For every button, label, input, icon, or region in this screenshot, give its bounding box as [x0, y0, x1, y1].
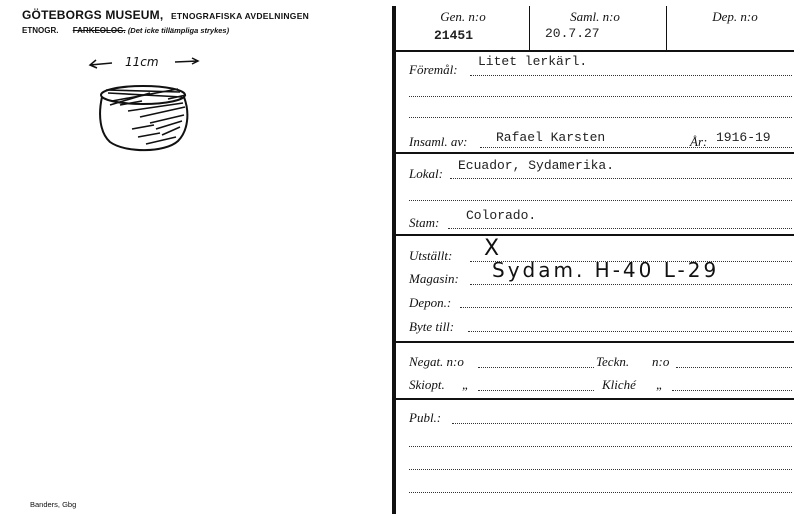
measure-label: 11cm: [125, 55, 159, 69]
divider-skiopt: [396, 398, 794, 400]
kliche-label: Kliché: [602, 377, 636, 392]
magasin-value: Sydam. H-40 L-29: [492, 258, 720, 282]
gen-no-label: Gen. n:o: [440, 9, 486, 24]
gen-no-value: 21451: [434, 28, 474, 43]
kliche-dotline: [672, 390, 792, 391]
strike-note: (Det icke tillämpliga strykes): [127, 26, 230, 35]
publ-dotline-2: [409, 446, 792, 447]
museum-header: [22, 8, 309, 22]
lokal-value: Ecuador, Sydamerika.: [458, 158, 615, 173]
arrow-right-line: [175, 61, 198, 62]
stam-dotline: [448, 228, 792, 229]
skiopt-quote: „: [462, 377, 470, 392]
publ-dotline-3: [409, 469, 792, 470]
col-divider-2: [666, 6, 667, 50]
printer-mark: Banders, Gbg: [30, 500, 77, 509]
saml-no-value: 20.7.27: [545, 26, 600, 41]
foremal-dotline: [470, 75, 792, 76]
teckn-dotline: [676, 367, 792, 368]
foremal-dotline-2: [409, 96, 792, 97]
byte-dotline: [468, 331, 792, 332]
divider-byte: [396, 341, 794, 343]
insaml-dotline: [480, 147, 792, 148]
skiopt-dotline: [478, 390, 594, 391]
saml-no-label: Saml. n:o: [570, 9, 620, 24]
stam-value: Colorado.: [466, 208, 537, 223]
form-left-border: [392, 6, 396, 514]
magasin-label: Magasin:: [409, 271, 459, 286]
teckn-label: Teckn.: [596, 354, 630, 369]
publ-dotline: [452, 423, 792, 424]
utstallt-label: Utställt:: [409, 248, 453, 263]
museum-name: GÖTEBORGS MUSEUM,: [22, 8, 164, 22]
negat-label: Negat. n:o: [409, 354, 464, 369]
pot-sketch-illustration: [80, 45, 220, 165]
publ-dotline-4: [409, 492, 792, 493]
foremal-dotline-3: [409, 117, 792, 118]
publ-label: Publ.:: [409, 410, 442, 425]
etnogr-label: ETNOGR.: [22, 26, 59, 35]
insaml-value: Rafael Karsten: [496, 130, 606, 145]
lokal-dotline: [450, 178, 792, 179]
depon-label: Depon.:: [409, 295, 452, 310]
arrow-left-line: [90, 63, 112, 65]
stam-label: Stam:: [409, 215, 440, 230]
foremal-value: Litet lerkärl.: [478, 54, 588, 69]
utstallt-value: X: [484, 236, 501, 261]
col-divider-1: [529, 6, 530, 50]
divider-stam: [396, 234, 794, 236]
byte-label: Byte till:: [409, 319, 455, 334]
skiopt-label: Skiopt.: [409, 377, 445, 392]
divider-insaml: [396, 152, 794, 154]
department-name: ETNOGRAFISKA AVDELNINGEN: [170, 11, 310, 21]
kliche-quote: „: [656, 377, 664, 392]
divider-numbers: [396, 50, 794, 52]
depon-dotline: [460, 307, 792, 308]
insaml-label: Insaml. av:: [409, 134, 468, 149]
teckn-no: n:o: [652, 354, 670, 369]
section-line: [22, 26, 229, 35]
foremal-label: Föremål:: [409, 62, 458, 77]
dep-no-label: Dep. n:o: [712, 9, 758, 24]
ar-value: 1916-19: [716, 130, 771, 145]
lokal-dotline-2: [409, 200, 792, 201]
pot-hatching: [106, 89, 186, 144]
ar-label: År:: [690, 134, 708, 149]
fark-label: FARKEOLOG.: [72, 26, 126, 35]
negat-dotline: [478, 367, 594, 368]
magasin-dotline: [470, 284, 792, 285]
lokal-label: Lokal:: [409, 166, 443, 181]
